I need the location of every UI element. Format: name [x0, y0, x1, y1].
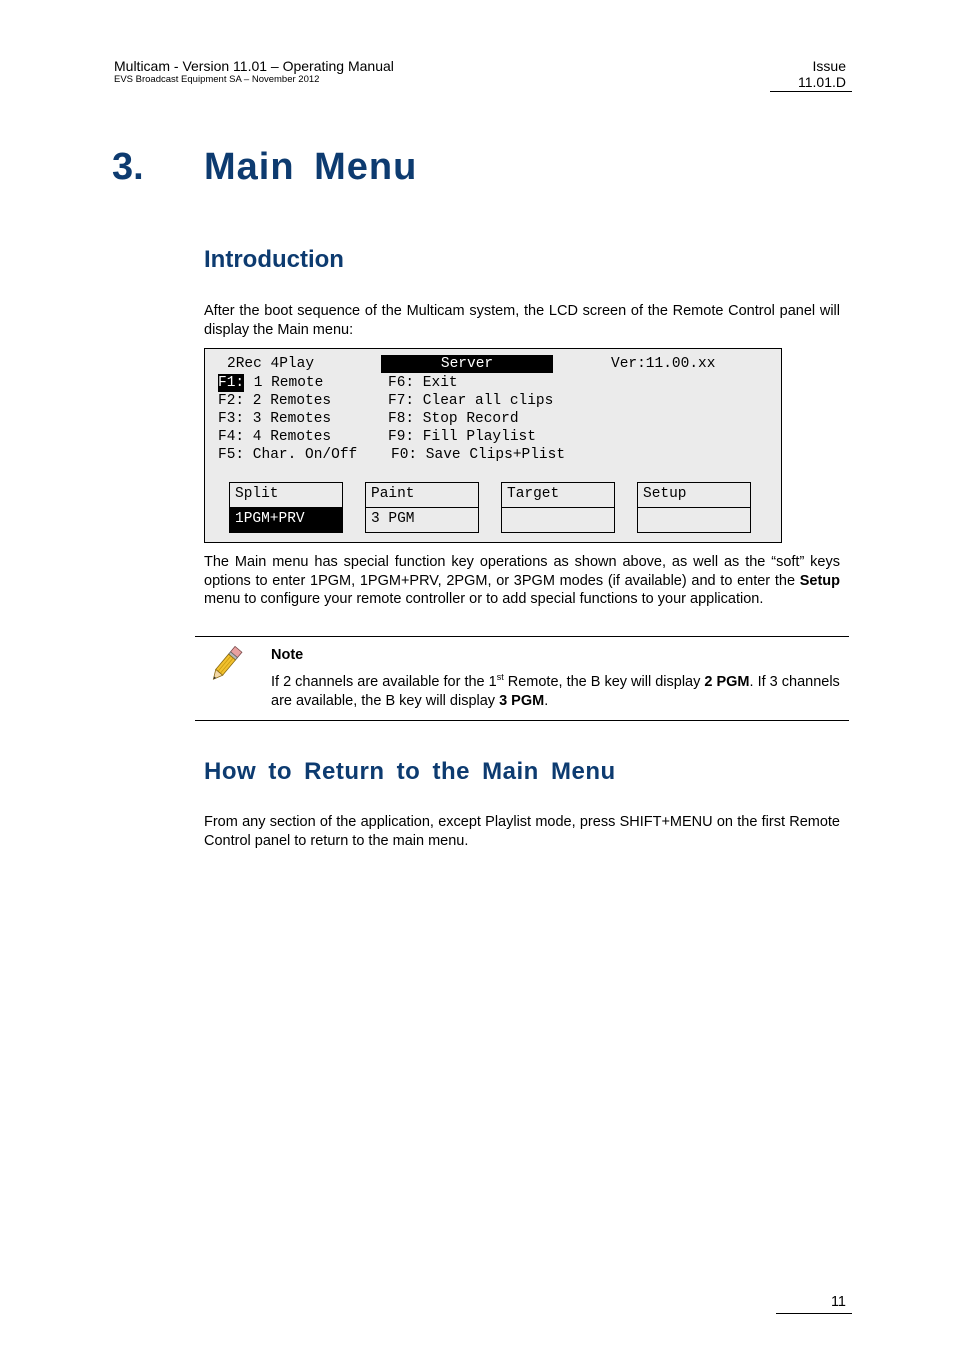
description-part1: The Main menu has special function key operations as shown above, as well as the “soft” keys options to enter 1PGM, 1PGM+PRV, 2PGM, or 3PGM modes (if available) and to enter the — [204, 554, 840, 589]
page-number: 11 — [830, 1294, 846, 1310]
note-bold-1: 2 PGM — [704, 674, 750, 690]
softkey-paint-top: Paint — [371, 486, 415, 502]
return-paragraph: From any section of the application, except Playlist mode, press SHIFT+MENU on the first Remote Control panel to return to the main menu. — [204, 814, 840, 849]
chapter-title: Main Menu — [204, 146, 418, 188]
softkey-split-bottom: 1PGM+PRV — [235, 511, 305, 527]
lcd-f3: F3: 3 Remotes — [218, 411, 332, 427]
softkey-setup — [637, 482, 751, 533]
lcd-f7: F7: Clear all clips — [388, 393, 554, 409]
lcd-f5: F5: Char. On/Off — [218, 447, 358, 463]
lcd-f4: F4: 4 Remotes — [218, 429, 332, 445]
description-bold: Setup — [799, 572, 840, 589]
note-bold-2: 3 PGM — [499, 692, 545, 709]
lcd-f8: F8: Stop Record — [388, 411, 519, 427]
softkey-paint-bottom: 3 PGM — [371, 511, 415, 527]
lcd-f6: F6: Exit — [388, 375, 458, 391]
return-heading: How to Return to the Main Menu — [204, 758, 616, 785]
note-text — [271, 673, 840, 710]
softkey-target-top: Target — [507, 486, 560, 502]
lcd-status-left: 2Rec 4Play — [227, 356, 315, 372]
header-issue-number: 11.01.D — [798, 74, 846, 90]
note-text-3: . If 3 channels are available, the B key will display — [271, 674, 840, 709]
footer-rule — [776, 1313, 852, 1314]
softkey-split — [229, 482, 343, 533]
pencil-icon — [204, 643, 248, 687]
lcd-f9: F9: Fill Playlist — [388, 429, 536, 445]
note-top-rule — [195, 636, 849, 637]
header-title: Multicam - Version 11.01 – Operating Manual — [114, 58, 394, 74]
lcd-status-center: Server — [381, 355, 553, 373]
lcd-screen — [204, 348, 782, 543]
note-superscript: st — [496, 672, 504, 683]
introduction-paragraph: After the boot sequence of the Multicam system, the LCD screen of the Remote Control panel will display the Main menu: — [204, 303, 840, 338]
introduction-heading: Introduction — [204, 246, 344, 273]
lcd-f1-key: F1: — [218, 375, 245, 391]
lcd-f0: F0: Save Clips+Plist — [391, 447, 566, 463]
note-bottom-rule — [195, 720, 849, 721]
chapter-number: 3. — [112, 146, 144, 188]
description-part2: menu to configure your remote controller or to add special functions to your application. — [204, 591, 764, 607]
header-rule — [770, 91, 852, 92]
note-label: Note — [271, 647, 304, 663]
note-text-2: Remote, the B key will display — [503, 674, 705, 690]
note-text-4: . — [544, 692, 549, 709]
softkey-paint — [365, 482, 479, 533]
description-paragraph — [204, 553, 840, 609]
lcd-status-right: Ver:11.00.xx — [611, 356, 716, 372]
softkey-split-top: Split — [235, 486, 279, 502]
note-text-1: If 2 channels are available for the 1 — [271, 674, 497, 690]
softkey-target — [501, 482, 615, 533]
header-issue-label: Issue — [812, 58, 846, 74]
softkey-setup-top: Setup — [643, 486, 687, 502]
lcd-f1-label: 1 Remote — [245, 375, 324, 391]
header-subtitle: EVS Broadcast Equipment SA – November 2012 — [114, 74, 320, 85]
lcd-f2: F2: 2 Remotes — [218, 393, 332, 409]
